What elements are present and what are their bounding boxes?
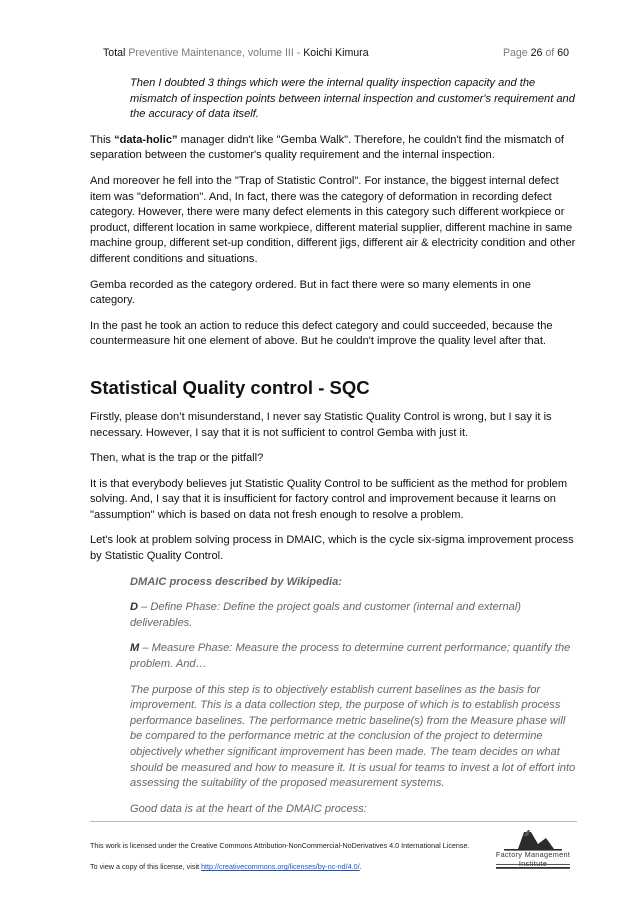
header-author: Koichi Kimura	[303, 47, 369, 59]
bold-term-data-holic: “data-holic”	[114, 133, 178, 146]
blockquote-define	[130, 600, 577, 631]
paragraph-past-action: In the past he took an action to reduce this defect category and could succeeded, because the countermeasure hit one element of above. But he couldn't improve the quality level after that.	[90, 319, 553, 348]
page-body	[90, 76, 577, 827]
footer-divider	[90, 821, 577, 822]
define-text: – Define Phase: Define the project goals and customer (internal and external) deliverables.	[130, 601, 521, 629]
blockquote-title	[130, 575, 577, 591]
blockquote-purpose: The purpose of this step is to objectively establish current baselines as the basis for improvement. This is a data collection step, the purpose of which is to establish process performance baselines. The performance metric baseline(s) from the Measure phase will be compared to the performance metric at the conclusion of the project to determine objectively whether significant improvement has been made. The team decides on what should be measured and how to measure it. It is usual for teams to invest a lot of effort into assessing the suitability of the proposed measurement systems.	[130, 683, 576, 790]
footer-link-suffix: .	[359, 862, 362, 871]
paragraph-gemba-recorded: Gemba recorded as the category ordered. But in fact there were so many elements in one category.	[90, 278, 531, 307]
header-page-current: 26	[530, 47, 543, 59]
license-link[interactable]: http://creativecommons.org/licenses/by-nc-nd/4.0/	[201, 862, 360, 871]
paragraph-text: manager didn't like "Gemba Walk". Therefore, he couldn't find the mismatch of separation between the customer's quality requirement and the internal inspection.	[90, 133, 564, 162]
logo-wordmark: Factory Management Institute	[495, 850, 571, 868]
paragraph-firstly: Firstly, please don’t misunderstand, I never say Statistic Quality Control is wrong, but I say it is necessary. However, I say that it is not sufficient to control Gemba with just it.	[90, 410, 552, 439]
header-page-total: 60	[557, 47, 569, 59]
define-letter: D	[130, 601, 139, 614]
paragraph-data-holic	[90, 133, 577, 164]
header-title-prefix: Total	[103, 47, 126, 59]
blockquote-good-data: Good data is at the heart of the DMAIC process:	[130, 802, 367, 815]
blockquote-title-text: DMAIC process described by Wikipedia:	[130, 575, 342, 588]
section-heading-sqc: Statistical Quality control - SQC	[90, 376, 370, 398]
quote-doubts: Then I doubted 3 things which were the internal quality inspection capacity and the mismatch of inspection points between internal inspection and customer's requirement and the accuracy of data itself.	[130, 77, 575, 121]
header-title-rest: Preventive Maintenance, volume III -	[128, 47, 301, 59]
measure-text: – Measure Phase: Measure the process to determine current performance; quantify the problem. And…	[130, 642, 571, 671]
footer-license-link-line	[90, 862, 362, 871]
paragraph-dmaic-intro: Let's look at problem solving process in DMAIC, which is the cycle six-sigma improvement process by Statistic Quality Control.	[90, 534, 574, 563]
footer-license: This work is licensed under the Creative Commons Attribution-NonCommercial-NoDerivatives 4.0 International License.	[90, 841, 470, 850]
header-of-word: of	[545, 47, 555, 59]
paragraph-question: Then, what is the trap or the pitfall?	[90, 452, 264, 465]
blockquote-measure	[130, 641, 577, 672]
header-page-number	[503, 47, 569, 59]
paragraph-trap: And moreover he fell into the "Trap of Statistic Control". For instance, the biggest internal defect item was "deformation". And, In fact, there was the category of deformation in recording defect category. However, there were many defect elements in this category such different workpiece or product, different location in same workpiece, different material supplier, different machine in same machine group, different set-up condition, different jigs, different air & electricity condition and other different conditions and situations.	[90, 174, 576, 265]
footer-link-prefix: To view a copy of this license, visit	[90, 862, 200, 871]
paragraph-text: This	[90, 133, 111, 146]
paragraph-everybody-believes: It is that everybody believes jut Statistic Quality Control to be sufficient as the method for problem solving. And, I say that it is insufficient for factory control and improvement because it learns on "assumption" which is based on data not fresh enough to resolve a problem.	[90, 477, 568, 521]
header-page-word: Page	[502, 47, 528, 59]
header-title	[103, 47, 369, 59]
measure-letter: M	[130, 642, 140, 655]
